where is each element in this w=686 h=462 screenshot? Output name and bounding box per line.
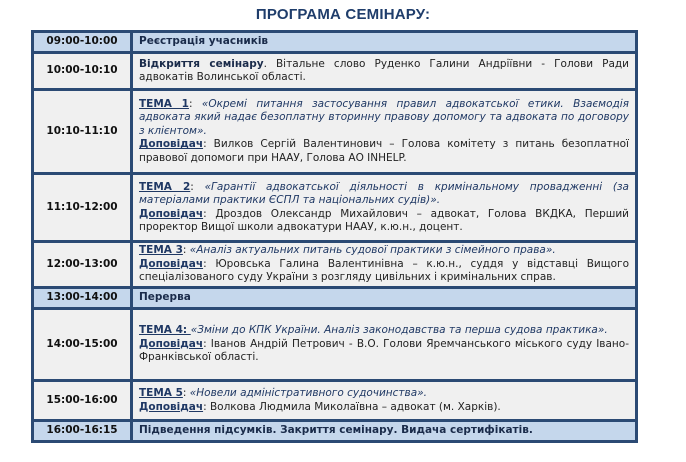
topic-title: «Окремі питання застосування правил адвокатської етики. Взаємодія адвоката який надає безоплатну вторинну правову допомогу та адвоката по договору з клієнтом». [139, 97, 629, 137]
description-cell [132, 174, 637, 242]
topic-title: «Новели адміністративного судочинства». [189, 387, 427, 399]
topic-title: «Гарантії адвокатської діяльності в кримінальному провадженні (за матеріалами практики ЄСПЛ та національних судів)». [139, 180, 629, 206]
separator: : [203, 400, 210, 413]
separator: : [190, 180, 205, 193]
speaker-label: Доповідач [139, 337, 204, 350]
description-cell: Перерва [132, 288, 637, 309]
separator: : [203, 257, 216, 270]
table-row [33, 242, 637, 288]
speaker-name: Юровська Галина Валентинівна – к.ю.н., суддя у відставці Вищого спеціалізованого суду України з розгляду цивільних і кримінальних справ. [139, 257, 629, 284]
description-cell [132, 309, 637, 381]
description-cell [132, 242, 637, 288]
table-row [33, 174, 637, 242]
table-row [33, 421, 637, 442]
separator: : [203, 207, 216, 220]
time-cell: 14:00-15:00 [33, 309, 132, 381]
description-cell: Реєстрація учасників [132, 32, 637, 53]
speaker-name: Дроздов Олександр Михайлович – адвокат, Голова ВКДКА, Перший проректор Вищої школи адвокатури НААУ, к.ю.н., доцент. [139, 207, 629, 233]
separator: : [182, 387, 190, 399]
page-title: ПРОГРАМА СЕМІНАРУ: [255, 6, 431, 23]
separator: : [203, 138, 214, 151]
topic-title: «Аналіз актуальних питань судової практики з сімейного права». [189, 244, 556, 257]
topic-label: ТЕМА 2 [139, 180, 191, 193]
topic-label: ТЕМА 3 [139, 244, 183, 257]
table-row [33, 288, 637, 309]
separator: : [182, 244, 190, 257]
topic-label: ТЕМА 1 [139, 97, 189, 110]
description-cell [132, 53, 637, 90]
time-cell: 13:00-14:00 [33, 288, 132, 309]
speaker-label: Доповідач [139, 207, 204, 220]
table-row [33, 90, 637, 174]
session-title: Відкриття семінару [139, 57, 264, 70]
table-row [33, 32, 637, 53]
speaker-label: Доповідач [139, 400, 204, 413]
table-row [33, 53, 637, 90]
speaker-label: Доповідач [139, 138, 204, 151]
speaker-name: Іванов Андрій Петрович - В.О. Голови Яремчанського міського суду Івано-Франківської області. [139, 337, 629, 364]
program-table [31, 30, 638, 443]
speaker-name: Вилков Сергій Валентинович – Голова комітету з питань безоплатної правової допомоги при НААУ, Голова АО INHELP. [139, 138, 629, 164]
time-cell: 10:00-10:10 [33, 53, 132, 90]
speaker-name: Волкова Людмила Миколаївна – адвокат (м. Харків). [209, 400, 501, 413]
time-cell: 09:00-10:00 [33, 32, 132, 53]
table-row [33, 381, 637, 421]
topic-label: ТЕМА 5 [139, 387, 183, 399]
speaker-label: Доповідач [139, 257, 204, 270]
separator: : [188, 97, 202, 110]
session-text: . Вітальне слово Руденко Галини Андріївни - Голови Ради адвокатів Волинської області. [139, 57, 629, 83]
time-cell: 12:00-13:00 [33, 242, 132, 288]
separator: : [203, 337, 211, 350]
description-cell [132, 90, 637, 174]
description-cell [132, 381, 637, 421]
table-row [33, 309, 637, 381]
topic-title: «Зміни до КПК України. Аналіз законодавства та перша судова практика». [190, 324, 608, 337]
time-cell: 10:10-11:10 [33, 90, 132, 174]
time-cell: 11:10-12:00 [33, 174, 132, 242]
topic-label: ТЕМА 4: [139, 324, 191, 337]
time-cell: 16:00-16:15 [33, 421, 132, 442]
time-cell: 15:00-16:00 [33, 381, 132, 421]
description-cell: Підведення підсумків. Закриття семінару. Видача сертифікатів. [132, 421, 637, 442]
